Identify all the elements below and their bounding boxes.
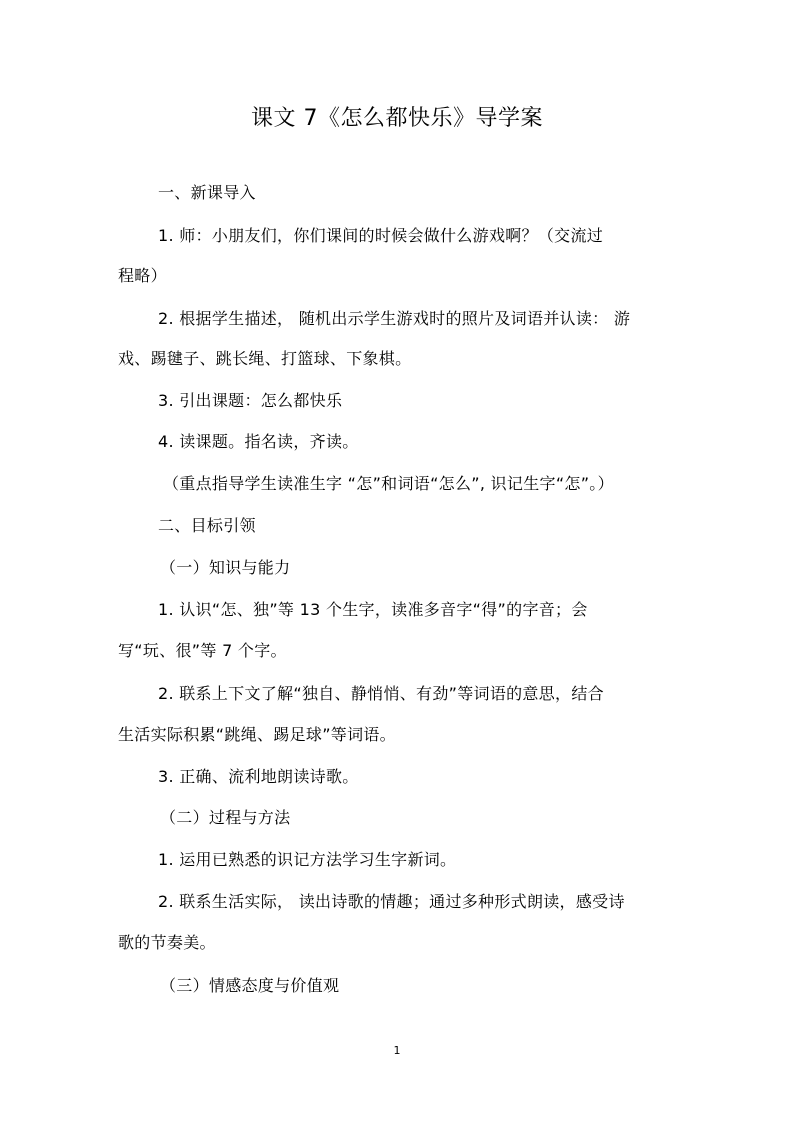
paragraph-line: 2. 根据学生描述， 随机出示学生游戏时的照片及词语并认读： 游 <box>158 309 631 328</box>
paragraph-line: 写“玩、很”等 7 个字。 <box>118 641 287 660</box>
paragraph-line: 1. 师：小朋友们，你们课间的时候会做什么游戏啊？（交流过 <box>158 226 604 245</box>
subsection-heading: （二）过程与方法 <box>160 808 291 827</box>
paragraph-line: （重点指导学生读准生字 “怎”和词语“怎么”, 识记生字“怎”。） <box>163 474 614 493</box>
paragraph-line: 2. 联系上下文了解“独自、静悄悄、有劲”等词语的意思，结合 <box>158 684 604 703</box>
section-heading-goals: 二、目标引领 <box>158 516 256 535</box>
paragraph-line: 3. 正确、流利地朗读诗歌。 <box>158 767 359 786</box>
paragraph-line: 戏、踢毽子、跳长绳、打篮球、下象棋。 <box>118 349 412 368</box>
section-heading-intro: 一、新课导入 <box>158 183 256 202</box>
document-title: 课文 7《怎么都快乐》导学案 <box>251 106 543 131</box>
paragraph-line: 2. 联系生活实际， 读出诗歌的情趣；通过多种形式朗读，感受诗 <box>158 892 625 911</box>
paragraph-line: 1. 运用已熟悉的识记方法学习生字新词。 <box>158 850 457 869</box>
subsection-heading: （一）知识与能力 <box>160 558 291 577</box>
paragraph-line: 3. 引出课题：怎么都快乐 <box>158 391 343 410</box>
paragraph-line: 生活实际积累“跳绳、踢足球”等词语。 <box>118 725 396 744</box>
paragraph-line: 程略） <box>118 266 167 285</box>
paragraph-line: 1. 认识“怎、独”等 13 个生字，读准多音字“得”的字音；会 <box>158 600 588 619</box>
subsection-heading: （三）情感态度与价值观 <box>160 976 340 995</box>
page-number: 1 <box>393 1044 401 1057</box>
paragraph-line: 4. 读课题。指名读，齐读。 <box>158 432 359 451</box>
paragraph-line: 歌的节奏美。 <box>118 933 216 952</box>
